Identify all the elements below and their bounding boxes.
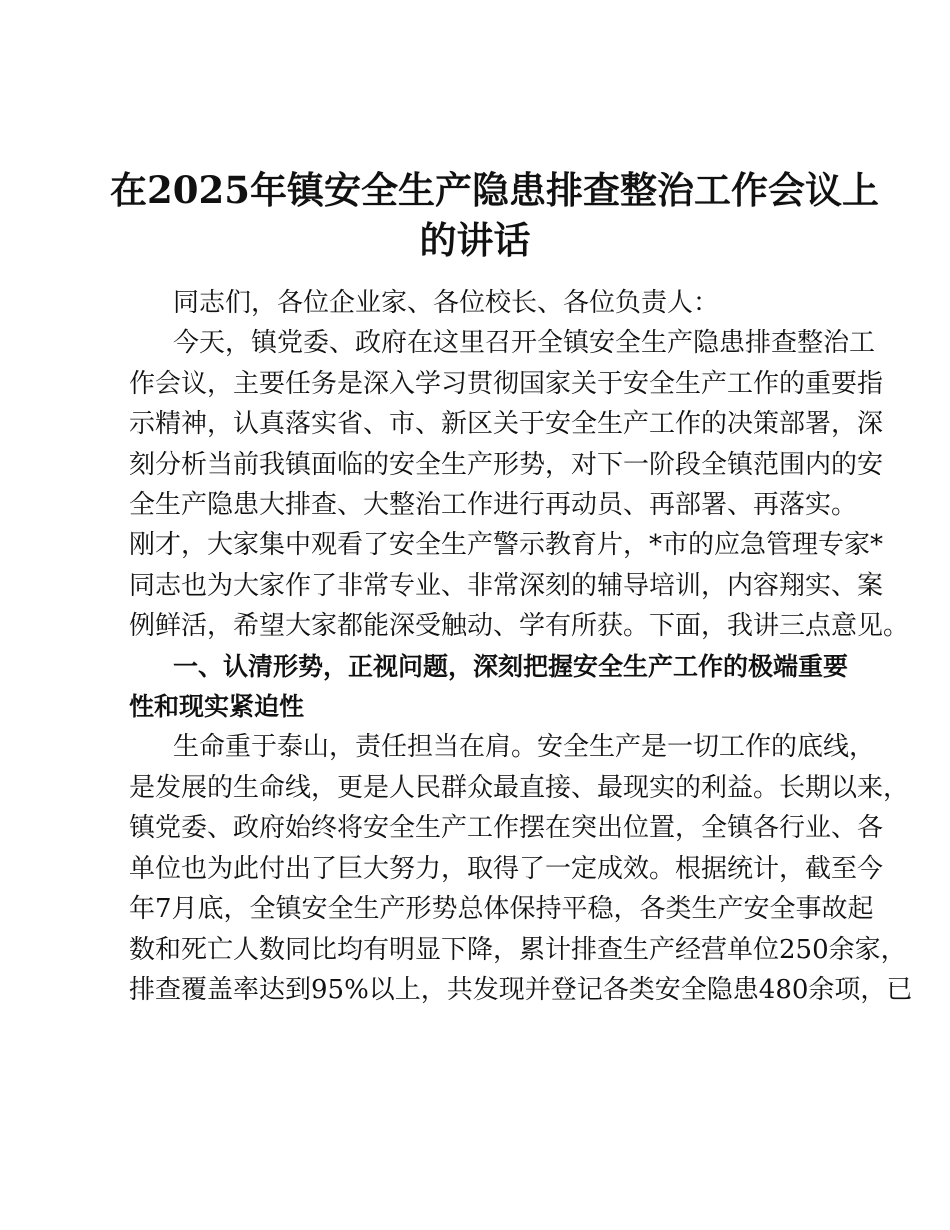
text-line: 排查覆盖率达到95%以上，共发现并登记各类安全隐患480余项，已 — [129, 974, 913, 1005]
text-line: 生命重于泰山，责任担当在肩。安全生产是一切工作的底线， — [173, 732, 876, 763]
text-line: 数和死亡人数同比均有明显下降，累计排查生产经营单位250余家， — [129, 934, 907, 965]
text-line: 镇党委、政府始终将安全生产工作摆在突出位置，全镇各行业、各 — [129, 813, 884, 844]
greeting-line: 同志们，各位企业家、各位校长、各位负责人： — [173, 288, 720, 318]
text-line: 年7月底，全镇安全生产形势总体保持平稳，各类生产安全事故起 — [129, 894, 874, 925]
section-heading-1 — [129, 647, 849, 728]
heading-line: 性和现实紧迫性 — [129, 692, 305, 722]
text-line: 是发展的生命线，更是人民群众最直接、最现实的利益。长期以来， — [129, 772, 910, 803]
title-line-1: 在2025年镇安全生产隐患排查整治工作会议上 — [110, 168, 879, 212]
title-line-2: 的讲话 — [419, 218, 531, 262]
text-line: 示精神，认真落实省、市、新区关于安全生产工作的决策部署，深 — [129, 409, 884, 440]
text-line: 刻分析当前我镇面临的安全生产形势，对下一阶段全镇范围内的安 — [129, 449, 884, 480]
document-title — [110, 165, 879, 265]
heading-line: 一、认清形势，正视问题，深刻把握安全生产工作的极端重要 — [173, 651, 849, 681]
text-line: 单位也为此付出了巨大努力，取得了一定成效。根据统计，截至今 — [129, 853, 884, 884]
text-line: 刚才，大家集中观看了安全生产警示教育片，*市的应急管理专家* — [129, 530, 884, 561]
paragraph-1 — [129, 323, 910, 646]
text-line: 同志也为大家作了非常专业、非常深刻的辅导培训，内容翔实、案 — [129, 570, 884, 601]
text-line: 例鲜活，希望大家都能深受触动、学有所获。下面，我讲三点意见。 — [129, 611, 910, 642]
text-line: 全生产隐患大排查、大整治工作进行再动员、再部署、再落实。 — [129, 490, 858, 521]
greeting-paragraph — [129, 283, 829, 323]
document-body — [129, 283, 913, 1010]
paragraph-2 — [129, 727, 913, 1010]
text-line: 今天，镇党委、政府在这里召开全镇安全生产隐患排查整治工 — [173, 328, 876, 359]
text-line: 作会议，主要任务是深入学习贯彻国家关于安全生产工作的重要指 — [129, 368, 884, 399]
